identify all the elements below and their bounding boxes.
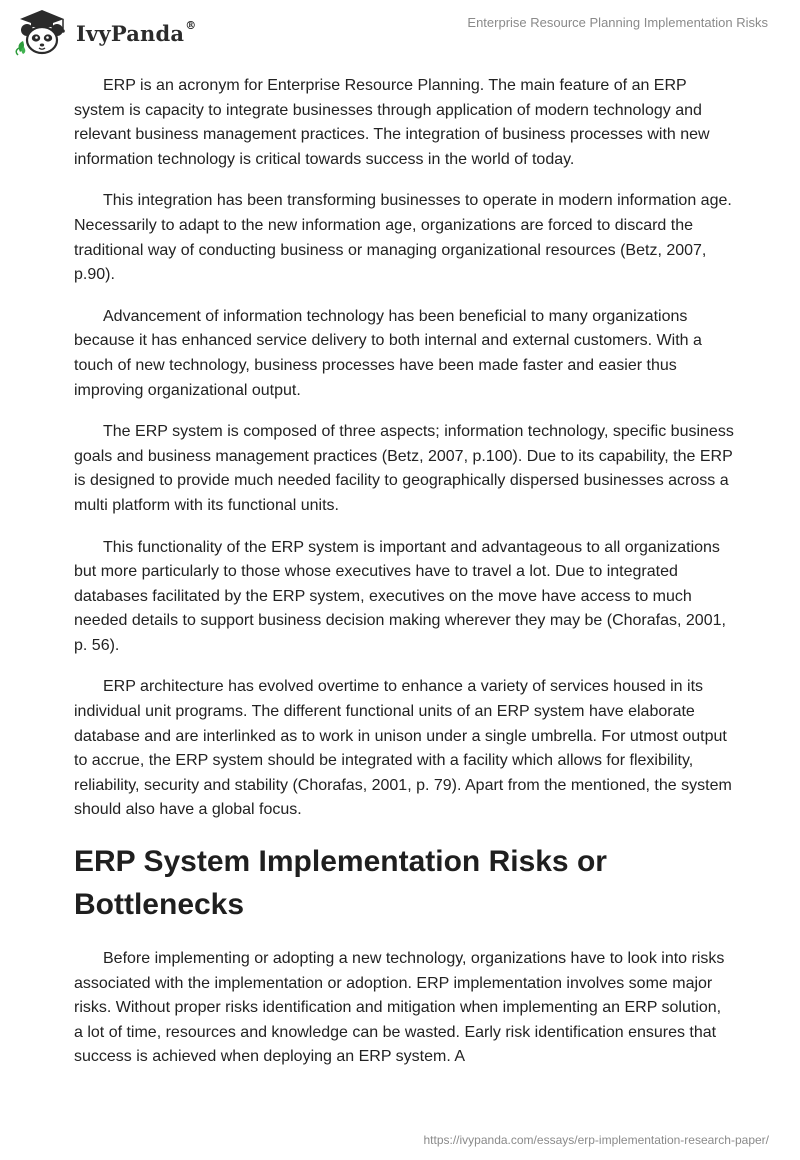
panda-graduate-icon bbox=[14, 8, 70, 58]
paragraph: The ERP system is composed of three aspects; information technology, specific business goals and business management practices (Betz, 2007, p.100). Due to its capability, the ERP is designed to provide much needed facility to geographically dispersed businesses across a multi platform with its functional units. bbox=[74, 423, 734, 514]
paragraph: Before implementing or adopting a new technology, organizations have to look into risks associated with the implementation or adoption. ERP implementation involves some major risks. Without proper risks identification and mitigation when implementing an ERP solution, a lot of time, resources and knowledge can be wasted. Early risk identification ensures that success is achieved when deploying an ERP system. A bbox=[74, 950, 725, 1066]
page-header bbox=[0, 0, 800, 70]
document-title: Enterprise Resource Planning Implementation Risks bbox=[467, 15, 768, 30]
paragraph: ERP architecture has evolved overtime to enhance a variety of services housed in its individual unit programs. The different functional units of an ERP system have elaborate database and are interlinked as to work in unison under a single umbrella. For utmost output to accrue, the ERP system should be integrated with a facility which allows for flexibility, reliability, security and stability (Chorafas, 2001, p. 79). Apart from the mentioned, the system should also have a global focus. bbox=[74, 678, 732, 819]
paragraph: This functionality of the ERP system is important and advantageous to all organizations but more particularly to those whose executives have to travel a lot. Due to integrated databases facilitated by the ERP system, executives on the move have access to much needed details to support business decision making wherever they may be (Chorafas, 2001, p. 56). bbox=[74, 538, 726, 654]
ivypanda-logo[interactable] bbox=[14, 8, 196, 58]
brand-name: IvyPanda® bbox=[76, 18, 197, 46]
source-url[interactable]: https://ivypanda.com/essays/erp-implementation-research-paper/ bbox=[423, 1133, 769, 1147]
paragraph: Advancement of information technology has been beneficial to many organizations because it has enhanced service delivery to both internal and external customers. With a touch of new technology, business processes have been made faster and easier thus improving organizational output. bbox=[74, 307, 702, 399]
article-body bbox=[74, 74, 734, 1087]
paragraph: ERP is an acronym for Enterprise Resource Planning. The main feature of an ERP system is capacity to integrate businesses through application of modern technology and relevant business management practices. The integration of business processes with new information technology is critical towards success in the world of today. bbox=[74, 77, 710, 168]
paragraph: This integration has been transforming businesses to operate in modern information age. Necessarily to adapt to the new information age, organizations are forced to discard the traditional way of conducting business or managing organizational resources (Betz, 2007, p.90). bbox=[74, 192, 732, 284]
section-heading: ERP System Implementation Risks or Bottlenecks bbox=[74, 845, 607, 922]
